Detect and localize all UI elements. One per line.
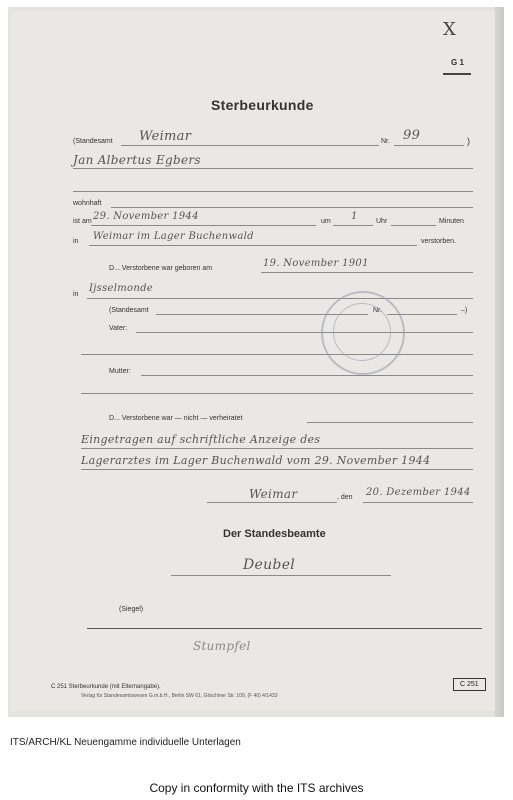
form-code-box: C 251 (453, 678, 486, 691)
signature-line (171, 575, 391, 576)
registrar-title: Der Standesbeamte (223, 528, 326, 540)
issue-place: Weimar (249, 487, 298, 501)
scanned-document (8, 7, 504, 717)
nr-label: Nr. (381, 138, 390, 145)
form-id: G 1 (451, 58, 464, 67)
death-date: 29. November 1944 (93, 211, 199, 222)
issue-place-line (207, 502, 337, 503)
in-label: in (73, 238, 79, 245)
nr-label-2: Nr. (373, 307, 382, 314)
close-paren-2: –) (461, 307, 468, 314)
birth-date: 19. November 1901 (263, 258, 369, 269)
standesamt-value: Weimar (139, 129, 192, 144)
conformity-footer: Copy in conformity with the ITS archives (149, 781, 364, 795)
born-label: D... Verstorbene war geboren am (109, 265, 213, 272)
deceased-name: Jan Albertus Egbers (73, 153, 201, 167)
certificate-paper (11, 11, 495, 711)
mutter-line-2 (81, 393, 473, 394)
death-date-line (91, 225, 316, 226)
vater-line (136, 332, 473, 333)
entry-line-2: Lagerarztes im Lager Buchenwald vom 29. November 1944 (81, 454, 431, 467)
entry-rule-2 (81, 469, 473, 470)
hour-value: 1 (351, 211, 358, 222)
wohnhaft-label: wohnhaft (73, 200, 102, 207)
form-footer-line-1: C 251 Sterbeurkunde (mit Elternangabe). (51, 684, 161, 690)
minutes-line (391, 225, 436, 226)
mutter-label: Mutter: (109, 368, 131, 375)
nr-line (394, 145, 464, 146)
siegel-label: (Siegel) (119, 606, 144, 613)
death-place-line (89, 245, 417, 246)
married-line (307, 422, 473, 423)
in-label-2: in (73, 291, 79, 298)
um-label: um (321, 218, 331, 225)
bottom-signature: Stumpfel (193, 639, 251, 653)
standesamt-label-2: (Standesamt (109, 307, 149, 314)
scan-edge-shadow (494, 7, 504, 717)
birth-place: Ijsselmonde (89, 283, 153, 294)
registrar-signature: Deubel (243, 557, 296, 573)
corner-mark: X (443, 19, 457, 40)
wohnhaft-line (111, 207, 473, 208)
birth-date-line (261, 272, 473, 273)
entry-line-1: Eingetragen auf schriftliche Anzeige des (81, 433, 321, 446)
verstorben-label: verstorben. (421, 238, 457, 245)
vater-line-2 (81, 354, 473, 355)
den-label: , den (337, 494, 353, 501)
name-line-2 (73, 191, 473, 192)
death-place: Weimar im Lager Buchenwald (93, 231, 254, 242)
official-stamp (321, 291, 405, 375)
form-footer-line-2: Verlag für Standesamtswesen G.m.b.H., Berlin SW 61, Gitschiner Str. 109, (F 40) 4/1433 (81, 693, 278, 699)
vater-label: Vater: (109, 325, 128, 332)
minuten-label: Minuten (439, 218, 464, 225)
siegel-line (87, 628, 482, 629)
standesamt-line (121, 145, 379, 146)
entry-rule-1 (81, 448, 473, 449)
hour-line (333, 225, 373, 226)
name-line (73, 168, 473, 169)
mutter-line (141, 375, 473, 376)
issue-date: 20. Dezember 1944 (366, 487, 471, 498)
uhr-label: Uhr (376, 218, 388, 225)
ist-am-label: ist am (73, 218, 92, 225)
document-title: Sterbeurkunde (211, 97, 314, 113)
archive-caption: ITS/ARCH/KL Neuengamme individuelle Unterlagen (10, 737, 241, 748)
form-id-underline (443, 73, 471, 75)
married-label: D... Verstorbene war — nicht — verheiratet (109, 415, 243, 422)
issue-date-line (363, 502, 473, 503)
nr-value: 99 (403, 128, 421, 143)
standesamt-label: (Standesamt (73, 138, 113, 145)
birth-place-line (87, 298, 473, 299)
stamp-inner-ring (333, 303, 391, 361)
close-paren: ) (467, 136, 470, 146)
